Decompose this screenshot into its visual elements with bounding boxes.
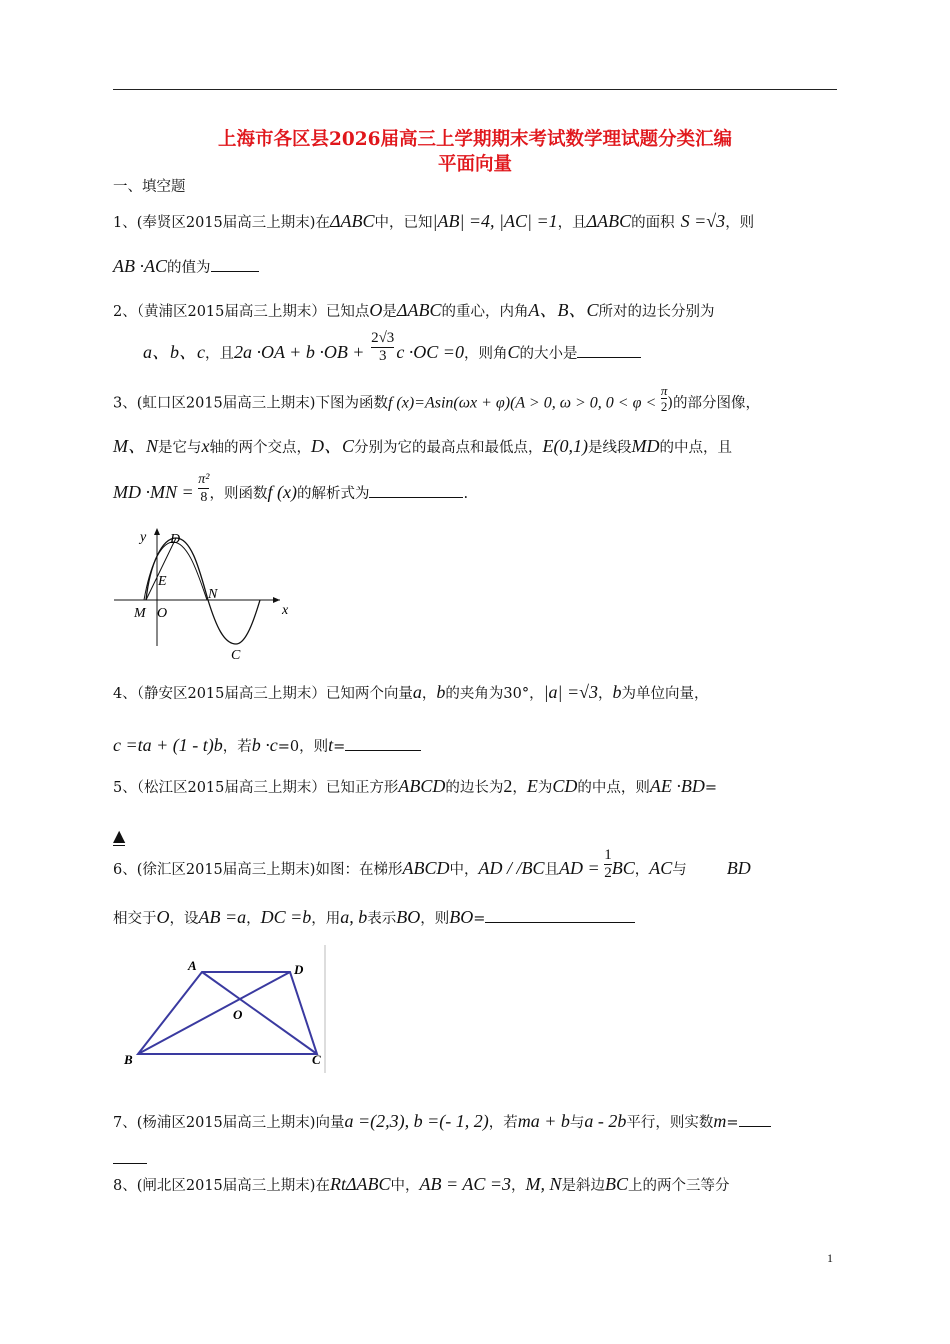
answer-blank-3[interactable] — [369, 483, 463, 498]
sine-curve-outline — [144, 542, 207, 600]
question-3-line-3: MD ·MN = $\frac{\text{π²}}{8}$ ，则函数f (x)的解析式为 . — [113, 471, 469, 505]
page-number: 1 — [827, 1251, 833, 1265]
label-y: y — [140, 530, 147, 545]
question-3-line-2: M、N是它与x轴的两个交点，D、C分别为它的最高点和最低点，E(0,1)是线段MD的中点，且 — [113, 436, 732, 456]
answer-blank-2[interactable] — [577, 343, 641, 358]
question-3-line-1: 3、(虹口区2015届高三上期末)下图为函数f (x)=Asin(ωx + φ)(A > 0, ω > 0, 0 < φ < $\frac{\pi}{2}$ )的部分图像， — [113, 383, 761, 414]
question-4-line-2: c =ta + (1 - t)b，若b ·c=0，则t= — [113, 735, 421, 757]
question-6-line-1: 6、(徐汇区2015届高三上期末)如图：在梯形ABCD中，AD / /BC且AD = $\frac{1}{2}$ BC，AC与 BD — [113, 846, 751, 881]
page-subtitle: 平面向量 — [437, 154, 512, 175]
trapezoid-abcd — [138, 972, 317, 1054]
label-m: M — [134, 606, 146, 621]
segment-md — [146, 538, 176, 600]
label-o: O — [233, 1007, 243, 1022]
question-1-line-2: AB ·AC的值为 — [113, 256, 259, 278]
label-e: E — [158, 574, 167, 589]
label-n: N — [208, 587, 218, 602]
label-b: B — [124, 1052, 133, 1067]
answer-blank-7-continued[interactable] — [113, 1163, 147, 1164]
header-rule — [113, 89, 837, 90]
diagonal-bd — [138, 972, 290, 1054]
label-c: C — [312, 1052, 321, 1067]
diagonal-ac — [202, 972, 317, 1054]
label-d: D — [170, 532, 181, 547]
answer-blank-1[interactable] — [211, 257, 259, 272]
x-axis-arrow-icon — [273, 597, 280, 603]
sine-curve — [146, 538, 260, 644]
question-2-line-2: a、b、c，且2a ·OA + b ·OB + $\frac{2√3}{3}$ c ·OC =0，则角C的大小是 — [143, 342, 641, 365]
page-title: 上海市各区县2026届高三上学期期末考试数学理试题分类汇编 — [218, 129, 732, 150]
question-4-line-1: 4、（静安区2015届高三上期末）已知两个向量a，b的夹角为30°，|a| =√3，b为单位向量， — [113, 682, 709, 702]
label-d: D — [294, 962, 304, 977]
question-8-line-1: 8、(闸北区2015届高三上期末)在RtΔABC中，AB = AC =3，M, N是斜边BC上的两个三等分 — [113, 1174, 730, 1194]
question-6-line-2: 相交于O，设AB =a，DC =b，用a, b表示BO，则BO= — [113, 907, 635, 929]
trapezoid-figure — [118, 945, 328, 1075]
fraction-1-over-2: $\frac{1}{2}$ — [604, 846, 612, 881]
section-heading: 一、填空题 — [113, 179, 186, 195]
label-c: C — [231, 648, 241, 662]
label-a: A — [188, 958, 197, 973]
label-o: O — [157, 606, 168, 621]
question-2-line-1: 2、（黄浦区2015届高三上期末）已知点O是ΔABC的重心，内角A、B、C所对的边长分别为 — [113, 300, 715, 320]
question-1-line-1: 1、(奉贤区2015届高三上期末)在ΔABC中，已知|AB| =4, |AC| =1，且ΔABC的面积 S =√3，则 — [113, 211, 755, 231]
question-5-line-1: 5、（松江区2015届高三上期末）已知正方形ABCD的边长为2，E为CD的中点，则AE ·BD= — [113, 776, 718, 796]
fraction-2sqrt3-over-3: $\frac{2√3}{3}$ — [371, 329, 395, 364]
sine-graph-figure — [110, 522, 290, 662]
label-x: x — [282, 603, 289, 618]
answer-blank-7[interactable] — [739, 1112, 771, 1127]
answer-blank-6[interactable] — [485, 908, 635, 923]
fraction-pi-over-2: $\frac{\pi}{2}$ — [660, 383, 668, 414]
answer-blank-4[interactable] — [345, 736, 421, 751]
y-axis-arrow-icon — [154, 528, 160, 535]
question-5-answer-marker: ▲ — [113, 826, 126, 845]
question-7-line-1: 7、(杨浦区2015届高三上期末)向量a =(2,3), b =(- 1, 2)，若ma + b与a - 2b平行，则实数m= — [113, 1111, 771, 1133]
fraction-pi2-over-8: $\frac{\text{π²}}{8}$ — [198, 471, 210, 505]
